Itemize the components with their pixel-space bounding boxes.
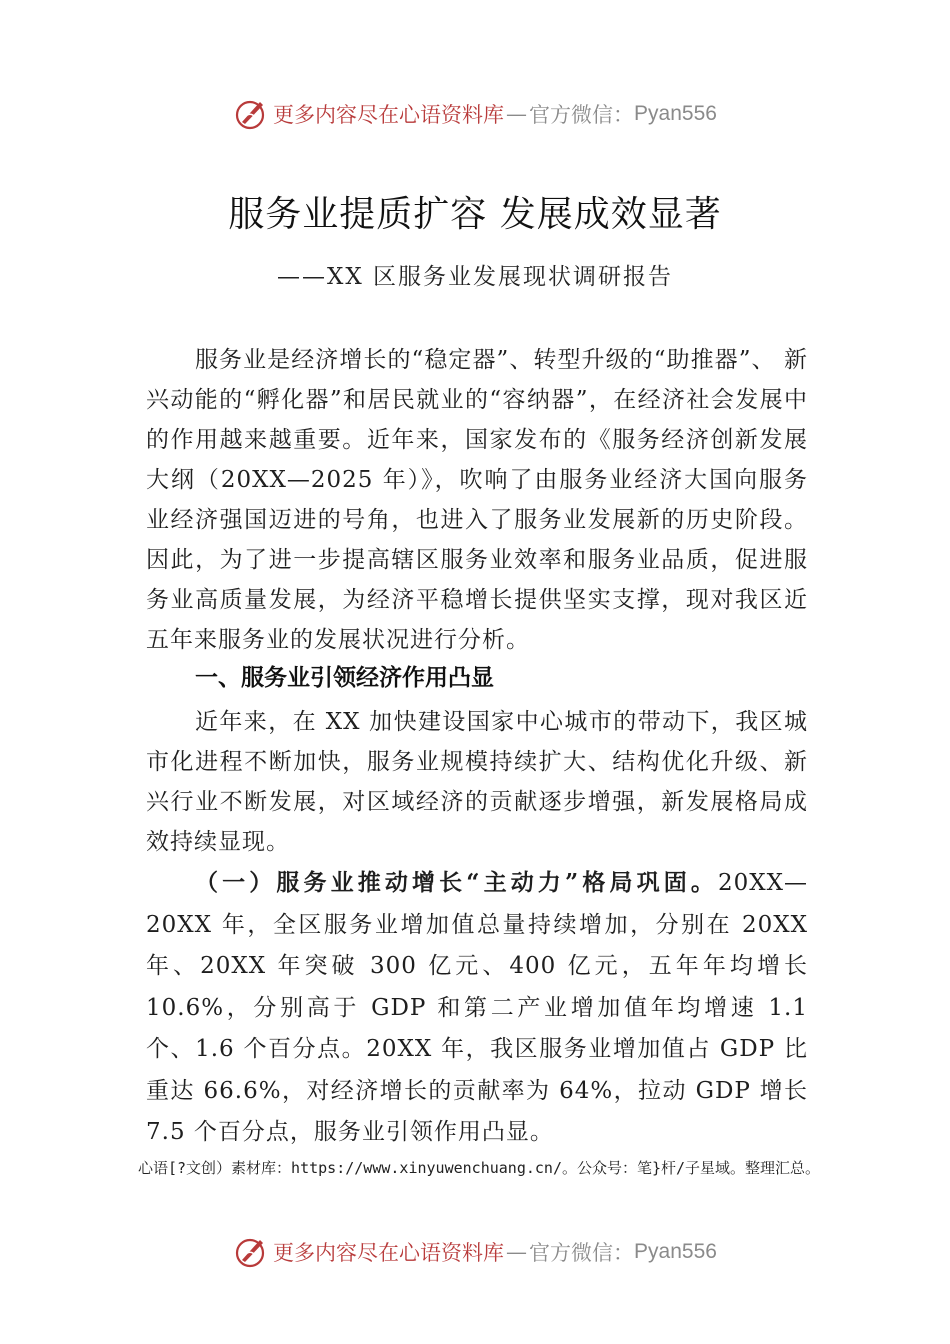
quill-logo-icon bbox=[233, 1234, 269, 1270]
source-footnote: 心语[?文创）素材库：https://www.xinyuwenchuang.cn/。公众号：笔}杆/子星域。整理汇总。 bbox=[138, 1159, 821, 1177]
banner-wechat-id: Pyan556 bbox=[634, 102, 717, 125]
banner-separator: — bbox=[506, 102, 528, 126]
subsection-body-1: 20XX—20XX 年，全区服务业增加值总量持续增加，分别在 20XX 年、20XX 年突破 300 亿元、400 亿元，五年年均增长 10.6%，分别高于 GDP 和第二产业增加值年均增速 1.1 个、1.6 个百分点。20XX 年，我区服务业增加值占 GDP 比重达 66.6%，对经济增长的贡献率为 64%，拉动 GDP 增长 7.5 个百分点，服务业引领作用凸显。 bbox=[146, 870, 808, 1145]
paragraph-subsection-1 bbox=[146, 862, 808, 1154]
subsection-heading-1: （一）服务业推动增长“主动力”格局巩固。 bbox=[195, 869, 718, 896]
footer-separator: — bbox=[506, 1240, 528, 1264]
footer-wechat-label: 官方微信： bbox=[529, 1241, 635, 1265]
footer-wechat-id: Pyan556 bbox=[634, 1240, 717, 1263]
banner-site-text: 更多内容尽在心语资料库 bbox=[273, 103, 505, 127]
footer-site-text: 更多内容尽在心语资料库 bbox=[273, 1241, 505, 1265]
section-heading-1: 一、服务业引领经济作用凸显 bbox=[195, 664, 494, 691]
paragraph-intro: 服务业是经济增长的“稳定器”、转型升级的“助推器”、 新兴动能的“孵化器”和居民就业的“容纳器”，在经济社会发展中的作用越来越重要。近年来，国家发布的《服务经济创新发展大纲（20XX—2025 年）》，吹响了由服务业经济大国向服务业经济强国迈进的号角，也进入了服务业发展新的历史阶段。因此，为了进一步提高辖区服务业效率和服务业品质，促进服务业高质量发展，为经济平稳增长提供坚实支撑，现对我区近五年来服务业的发展状况进行分析。 bbox=[146, 347, 808, 653]
header-banner bbox=[0, 94, 950, 134]
quill-logo-icon bbox=[233, 96, 269, 132]
paragraph-section-1: 近年来，在 XX 加快建设国家中心城市的带动下，我区城市化进程不断加快，服务业规模持续扩大、结构优化升级、新兴行业不断发展，对区域经济的贡献逐步增强，新发展格局成效持续显现。 bbox=[146, 709, 808, 855]
document-title: 服务业提质扩容 发展成效显著 bbox=[228, 194, 722, 235]
banner-wechat-label: 官方微信： bbox=[529, 103, 635, 127]
footer-banner bbox=[0, 1232, 950, 1272]
document-subtitle: ——XX 区服务业发展现状调研报告 bbox=[276, 264, 674, 290]
